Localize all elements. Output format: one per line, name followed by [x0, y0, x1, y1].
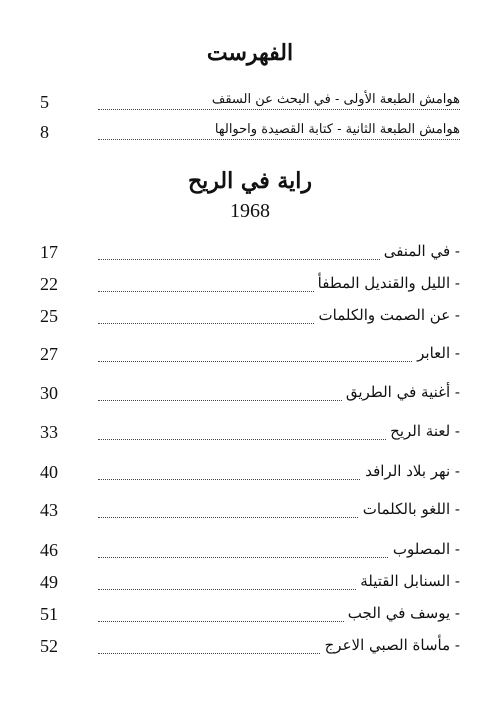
entry-label: - نهر بلاد الرافد	[361, 462, 460, 480]
page-number: 40	[40, 462, 58, 482]
entry-label: - يوسف في الجب	[344, 604, 460, 622]
toc-entry	[40, 572, 460, 598]
entry-label: - في المنفى	[380, 242, 460, 260]
entry-label: - المصلوب	[389, 540, 460, 558]
section-title: راية في الريح	[187, 168, 313, 194]
entry-label: - عن الصمت والكلمات	[315, 306, 460, 324]
page-number: 33	[40, 422, 58, 442]
toc-entry	[40, 462, 460, 488]
section-year: 1968	[230, 200, 270, 222]
toc-entry	[40, 306, 460, 332]
dot-leader	[98, 139, 460, 140]
toc-entry	[40, 636, 460, 662]
page-number: 52	[40, 636, 58, 656]
toc-title: الفهرست	[206, 40, 294, 66]
toc-entry	[40, 122, 460, 148]
page-number: 27	[40, 344, 58, 364]
entry-label: هوامش الطبعة الأولى - في البحث عن السقف	[208, 92, 460, 107]
page-number: 8	[40, 122, 49, 142]
toc-entry	[40, 242, 460, 268]
entry-label: - العابر	[413, 344, 460, 362]
page-number: 46	[40, 540, 58, 560]
entry-label: - لعنة الريح	[386, 422, 460, 440]
entry-label: - اللغو بالكلمات	[359, 500, 460, 518]
page-number: 5	[40, 92, 49, 112]
toc-entry	[40, 344, 460, 370]
page-number: 51	[40, 604, 58, 624]
toc-entry	[40, 92, 460, 118]
page-number: 30	[40, 383, 58, 403]
toc-entry	[40, 422, 460, 448]
toc-entry	[40, 500, 460, 526]
page-number: 22	[40, 274, 58, 294]
dot-leader	[98, 361, 460, 362]
entry-label: - أغنية في الطريق	[342, 383, 460, 401]
entry-label: - مأساة الصبي الاعرج	[321, 636, 460, 654]
page-number: 43	[40, 500, 58, 520]
page-number: 17	[40, 242, 58, 262]
entry-label: هوامش الطبعة الثانية - كتابة القصيدة واحوالها	[211, 122, 460, 137]
entry-label: - الليل والقنديل المطفأ	[314, 274, 460, 292]
page-number: 25	[40, 306, 58, 326]
toc-entry	[40, 383, 460, 409]
toc-entry	[40, 274, 460, 300]
toc-entry	[40, 540, 460, 566]
entry-label: - السنابل القتيلة	[356, 572, 460, 590]
toc-entry	[40, 604, 460, 630]
page-number: 49	[40, 572, 58, 592]
dot-leader	[98, 109, 460, 110]
